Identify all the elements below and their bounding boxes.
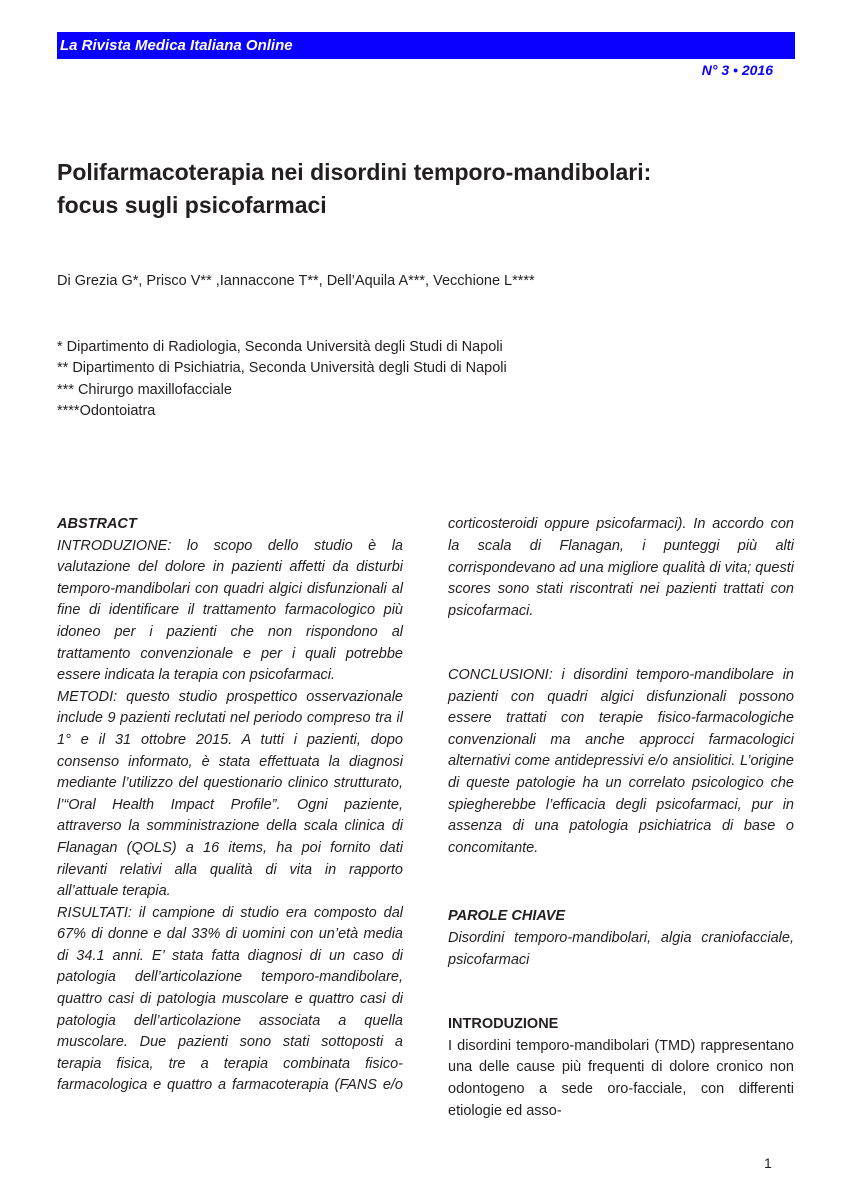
affiliations bbox=[57, 337, 507, 422]
affiliation-item: ** Dipartimento di Psichiatria, Seconda Università degli Studi di Napoli bbox=[57, 360, 507, 377]
abstract-results: RISULTATI: il campione di studio era composto dal 67% di donne e dal 33% di uomini con un’età media di 34.1 anni. E’ stata fatta diagnosi di un caso di patologia dell’articolazione temporo-mandibolare, quattro casi di patologia muscolare e quattro casi di patologia dell’articolazione associata a quella muscolare. Due pazienti sono stati sottoposti a terapia fisica, tre a terapia combinata fisico-farmacologica e quattro a farmacoterapia (FANS e/o bbox=[57, 904, 403, 1094]
introduction-heading: INTRODUZIONE bbox=[448, 1016, 559, 1033]
abstract-results-continued: corticosteroidi oppure psicofarmaci). In accordo con la scala di Flanagan, i punteggi più alti corrispondevano ad una migliore qualità di vita; questi scores sono stati riscontrati nei pazienti trattati con psicofarmaci. bbox=[448, 516, 794, 619]
issue-number: N° 3 • 2016 bbox=[701, 62, 773, 78]
journal-banner bbox=[57, 32, 795, 59]
abstract-introduction: INTRODUZIONE: lo scopo dello studio è la valutazione del dolore in pazienti affetti da disturbi temporo-mandibolari con quadri algici disfunzionali al fine di identificare il trattamento farmacologico più idoneo per i pazienti che non rispondono al trattamento convenzionale e per i quali potrebbe essere indicata la terapia con psicofarmaci. bbox=[57, 537, 403, 684]
affiliation-item: *** Chirurgo maxillofacciale bbox=[57, 381, 232, 398]
abstract-column-right bbox=[448, 514, 794, 1122]
keywords-heading: PAROLE CHIAVE bbox=[448, 908, 566, 925]
abstract-heading: ABSTRACT bbox=[57, 516, 137, 532]
abstract-methods: METODI: questo studio prospettico osservazionale include 9 pazienti reclutati nel periodo compreso tra il 1° e il 31 ottobre 2015. A tutti i pazienti, dopo consenso informato, è stata effettuata la diagnosi mediante l’utilizzo del questionario clinico strutturato, l’“Oral Health Impact Profile”. Ogni paziente, attraverso la somministrazione della scala clinica di Flanagan (QOLS) a 16 items, ha poi fornito dati rilevanti relativi alla qualità di vita in rapporto all’attuale terapia. bbox=[57, 688, 403, 900]
article-title bbox=[57, 156, 797, 222]
journal-title: La Rivista Medica Italiana Online bbox=[60, 37, 293, 54]
author-list: Di Grezia G*, Prisco V** ,Iannaccone T**, Dell’Aquila A***, Vecchione L**** bbox=[57, 273, 535, 289]
affiliation-item: * Dipartimento di Radiologia, Seconda Università degli Studi di Napoli bbox=[57, 339, 503, 355]
page-number: 1 bbox=[764, 1155, 772, 1171]
abstract-column-left bbox=[57, 514, 403, 1099]
introduction-text: I disordini temporo-mandibolari (TMD) rappresentano una delle cause più frequenti di dolore cronico non odontogeno a sede oro-facciale, con differenti etiologie ed asso- bbox=[448, 1037, 794, 1119]
keywords-text: Disordini temporo-mandibolari, algia craniofacciale, psicofarmaci bbox=[448, 929, 794, 968]
title-line-2: focus sugli psicofarmaci bbox=[57, 192, 327, 218]
title-line-1: Polifarmacoterapia nei disordini temporo-mandibolari: bbox=[57, 159, 652, 185]
affiliation-item: ****Odontoiatra bbox=[57, 402, 156, 419]
abstract-conclusions: CONCLUSIONI: i disordini temporo-mandibolare in pazienti con quadri algici disfunzionali possono essere trattati con terapie fisico-farmacologiche convenzionali ma anche approcci farmacologici alternativi come antidepressivi e/o ansiolitici. L’origine di queste patologie ha un correlato psicologico che spiegherebbe l’efficacia degli psicofarmaci, pur in assenza di una patologia psichiatrica di base o concomitante. bbox=[448, 667, 794, 856]
